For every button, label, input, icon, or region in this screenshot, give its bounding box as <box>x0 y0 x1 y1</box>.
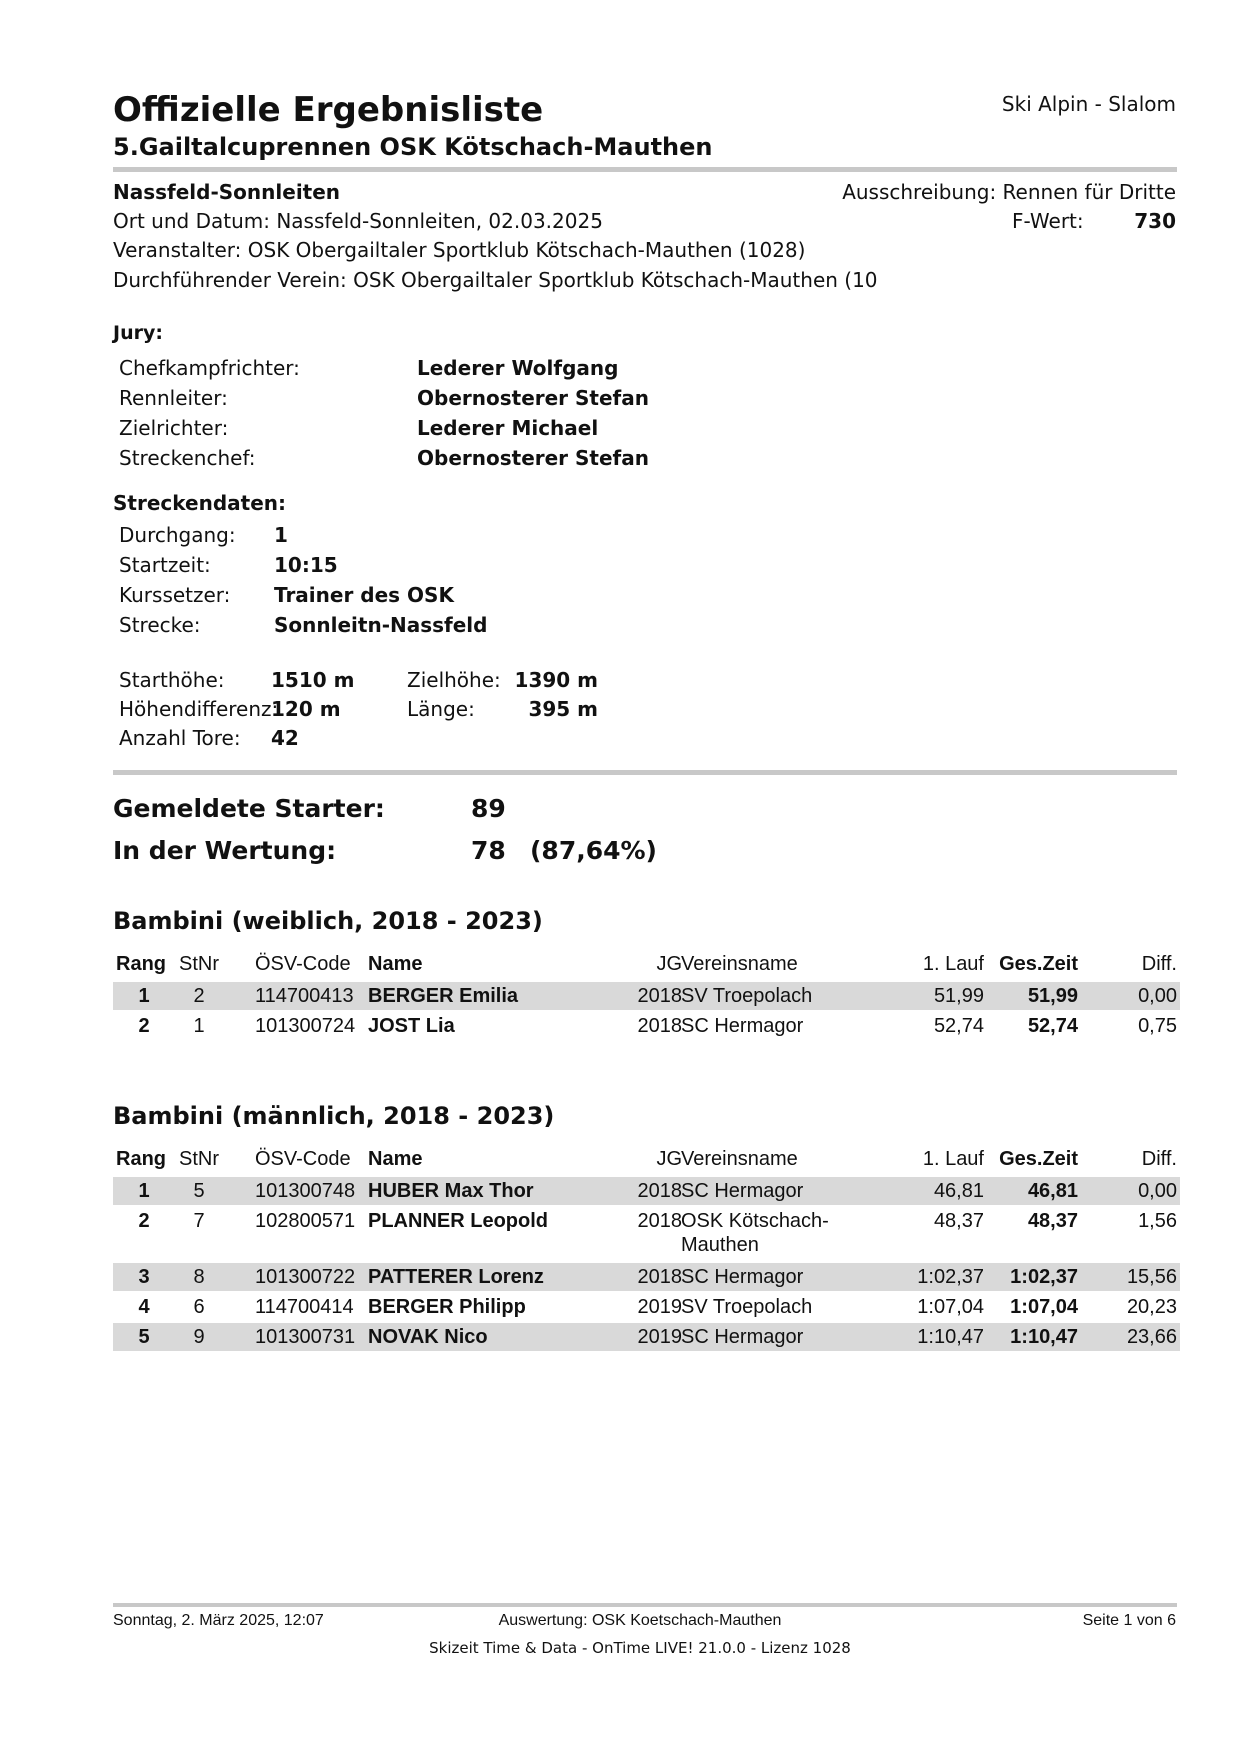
cell-jg: 2018 <box>637 1266 682 1288</box>
venue-name: Nassfeld-Sonnleiten <box>113 180 341 204</box>
col-header-name: Name <box>368 953 423 975</box>
category-title: Bambini (männlich, 2018 - 2023) <box>113 1102 555 1130</box>
course-data-title: Streckendaten: <box>113 491 286 515</box>
header-divider <box>113 167 1177 172</box>
event-subtitle: 5.Gailtalcuprennen OSK Kötschach-Mauthen <box>113 133 713 161</box>
table-row <box>113 982 1180 1010</box>
cell-jg: 2019 <box>637 1326 682 1348</box>
cell-code: 101300724 <box>255 1015 356 1037</box>
table-row <box>113 1293 1180 1321</box>
table-row <box>113 1012 1180 1040</box>
table-row <box>113 1177 1180 1205</box>
course-value: Sonnleitn-Nassfeld <box>274 613 488 637</box>
cell-stnr: 1 <box>193 1015 205 1037</box>
col-header-stnr: StNr <box>179 953 219 975</box>
col-header-diff: Diff. <box>1141 953 1177 975</box>
course-value: 10:15 <box>274 553 338 577</box>
jury-member: Obernosterer Stefan <box>417 446 649 470</box>
cell-verein: SC Hermagor <box>681 1015 804 1037</box>
cell-stnr: 9 <box>193 1326 205 1348</box>
cell-name: BERGER Philipp <box>368 1296 526 1318</box>
cell-gesamt: 48,37 <box>1027 1210 1078 1232</box>
fwert-value: 730 <box>1134 209 1176 233</box>
cell-code: 102800571 <box>255 1210 356 1232</box>
footer-software: Skizeit Time & Data - OnTime LIVE! 21.0.0 - Lizenz 1028 <box>429 1639 851 1657</box>
fwert-label: F-Wert: <box>1012 209 1084 233</box>
cell-verein: SV Troepolach <box>681 985 813 1007</box>
cell-gesamt: 46,81 <box>1027 1180 1078 1202</box>
cell-verein-line2: Mauthen <box>681 1234 759 1256</box>
place-date: Ort und Datum: Nassfeld-Sonnleiten, 02.03.2025 <box>113 209 603 233</box>
cell-lauf1: 48,37 <box>933 1210 984 1232</box>
registered-starters-value: 89 <box>471 794 506 823</box>
table-row <box>113 1263 1180 1291</box>
cell-rang: 3 <box>138 1266 150 1288</box>
table-header <box>113 953 1180 981</box>
col-header-lauf1: 1. Lauf <box>922 1148 984 1170</box>
cell-stnr: 7 <box>193 1210 205 1232</box>
cell-code: 114700414 <box>255 1296 354 1318</box>
cell-stnr: 6 <box>193 1296 205 1318</box>
cell-code: 101300722 <box>255 1266 356 1288</box>
col-header-verein: Vereinsname <box>681 953 798 975</box>
col-header-rang: Rang <box>116 1148 166 1170</box>
cell-gesamt: 52,74 <box>1027 1015 1078 1037</box>
col-header-name: Name <box>368 1148 423 1170</box>
footer-datetime: Sonntag, 2. März 2025, 12:07 <box>113 1612 324 1629</box>
cell-stnr: 5 <box>193 1180 205 1202</box>
course-length-value: 395 m <box>528 697 598 721</box>
cell-diff: 0,00 <box>1138 1180 1177 1202</box>
cell-diff: 20,23 <box>1126 1296 1177 1318</box>
jury-role: Chefkampfrichter: <box>119 356 300 380</box>
cell-rang: 1 <box>138 1180 150 1202</box>
cell-stnr: 8 <box>193 1266 205 1288</box>
col-header-gesamt: Ges.Zeit <box>999 953 1078 975</box>
col-header-lauf1: 1. Lauf <box>922 953 984 975</box>
cell-verein: OSK Kötschach- <box>681 1210 829 1232</box>
organizer: Veranstalter: OSK Obergailtaler Sportklub Kötschach-Mauthen (1028) <box>113 238 806 262</box>
discipline-label: Ski Alpin - Slalom <box>1001 92 1176 116</box>
jury-title: Jury: <box>113 322 163 344</box>
cell-rang: 2 <box>138 1015 150 1037</box>
course-label: Durchgang: <box>119 523 236 547</box>
table-header <box>113 1148 1180 1176</box>
category-title: Bambini (weiblich, 2018 - 2023) <box>113 907 543 935</box>
cell-jg: 2019 <box>637 1296 682 1318</box>
cell-lauf1: 1:10,47 <box>917 1326 984 1348</box>
ranked-value: 78 <box>471 836 506 865</box>
cell-gesamt: 1:07,04 <box>1010 1296 1078 1318</box>
ranked-label: In der Wertung: <box>113 836 337 865</box>
jury-role: Streckenchef: <box>119 446 256 470</box>
cell-stnr: 2 <box>193 985 205 1007</box>
cell-verein: SC Hermagor <box>681 1266 804 1288</box>
col-header-code: ÖSV-Code <box>255 1148 351 1170</box>
cell-code: 101300731 <box>255 1326 356 1348</box>
cell-diff: 1,56 <box>1138 1210 1177 1232</box>
course-label: Startzeit: <box>119 553 211 577</box>
cell-gesamt: 51,99 <box>1027 985 1078 1007</box>
executing-club: Durchführender Verein: OSK Obergailtaler Sportklub Kötschach-Mauthen (10 <box>113 268 878 292</box>
col-header-diff: Diff. <box>1141 1148 1177 1170</box>
cell-jg: 2018 <box>637 1180 682 1202</box>
ranked-percent: (87,64%) <box>530 836 657 865</box>
col-header-gesamt: Ges.Zeit <box>999 1148 1078 1170</box>
cell-code: 101300748 <box>255 1180 356 1202</box>
jury-member: Lederer Wolfgang <box>417 356 619 380</box>
cell-jg: 2018 <box>637 1210 682 1232</box>
course-length-label: Länge: <box>407 697 475 721</box>
col-header-jg: JG <box>656 1148 682 1170</box>
col-header-verein: Vereinsname <box>681 1148 798 1170</box>
page-title: Offizielle Ergebnisliste <box>113 90 544 130</box>
jury-member: Lederer Michael <box>417 416 599 440</box>
cell-diff: 0,75 <box>1138 1015 1177 1037</box>
cell-name: JOST Lia <box>368 1015 455 1037</box>
col-header-jg: JG <box>656 953 682 975</box>
start-altitude-label: Starthöhe: <box>119 668 225 692</box>
cell-rang: 2 <box>138 1210 150 1232</box>
cell-verein: SV Troepolach <box>681 1296 813 1318</box>
cell-rang: 4 <box>138 1296 150 1318</box>
cell-rang: 5 <box>138 1326 150 1348</box>
cell-diff: 23,66 <box>1126 1326 1177 1348</box>
cell-verein: SC Hermagor <box>681 1326 804 1348</box>
cell-lauf1: 1:07,04 <box>917 1296 984 1318</box>
cell-verein: SC Hermagor <box>681 1180 804 1202</box>
table-row <box>113 1323 1180 1351</box>
cell-jg: 2018 <box>637 1015 682 1037</box>
table-row <box>113 1207 1180 1261</box>
course-label: Kurssetzer: <box>119 583 231 607</box>
start-altitude-value: 1510 m <box>271 668 355 692</box>
course-divider <box>113 770 1177 775</box>
gate-count-label: Anzahl Tore: <box>119 726 241 750</box>
course-label: Strecke: <box>119 613 201 637</box>
gate-count-value: 42 <box>271 726 299 750</box>
cell-name: BERGER Emilia <box>368 985 519 1007</box>
cell-name: PLANNER Leopold <box>368 1210 548 1232</box>
finish-altitude-label: Zielhöhe: <box>407 668 501 692</box>
jury-role: Zielrichter: <box>119 416 229 440</box>
col-header-code: ÖSV-Code <box>255 953 351 975</box>
cell-name: PATTERER Lorenz <box>368 1266 544 1288</box>
vertical-drop-value: 120 m <box>271 697 341 721</box>
cell-name: NOVAK Nico <box>368 1326 488 1348</box>
tender-label: Ausschreibung: Rennen für Dritte <box>842 180 1176 204</box>
cell-diff: 15,56 <box>1126 1266 1177 1288</box>
finish-altitude-value: 1390 m <box>514 668 598 692</box>
cell-name: HUBER Max Thor <box>368 1180 534 1202</box>
footer-page-number: Seite 1 von 6 <box>1082 1612 1176 1629</box>
col-header-stnr: StNr <box>179 1148 219 1170</box>
cell-rang: 1 <box>138 985 150 1007</box>
cell-lauf1: 52,74 <box>933 1015 984 1037</box>
cell-gesamt: 1:10,47 <box>1010 1326 1078 1348</box>
cell-lauf1: 51,99 <box>933 985 984 1007</box>
col-header-rang: Rang <box>116 953 166 975</box>
registered-starters-label: Gemeldete Starter: <box>113 794 385 823</box>
cell-diff: 0,00 <box>1138 985 1177 1007</box>
jury-role: Rennleiter: <box>119 386 228 410</box>
cell-lauf1: 46,81 <box>933 1180 984 1202</box>
course-value: Trainer des OSK <box>274 583 454 607</box>
cell-gesamt: 1:02,37 <box>1010 1266 1078 1288</box>
cell-code: 114700413 <box>255 985 354 1007</box>
footer-divider <box>113 1603 1177 1607</box>
cell-lauf1: 1:02,37 <box>917 1266 984 1288</box>
cell-jg: 2018 <box>637 985 682 1007</box>
course-value: 1 <box>274 523 288 547</box>
jury-member: Obernosterer Stefan <box>417 386 649 410</box>
vertical-drop-label: Höhendifferenz: <box>119 697 279 721</box>
footer-evaluation: Auswertung: OSK Koetschach-Mauthen <box>498 1612 782 1629</box>
